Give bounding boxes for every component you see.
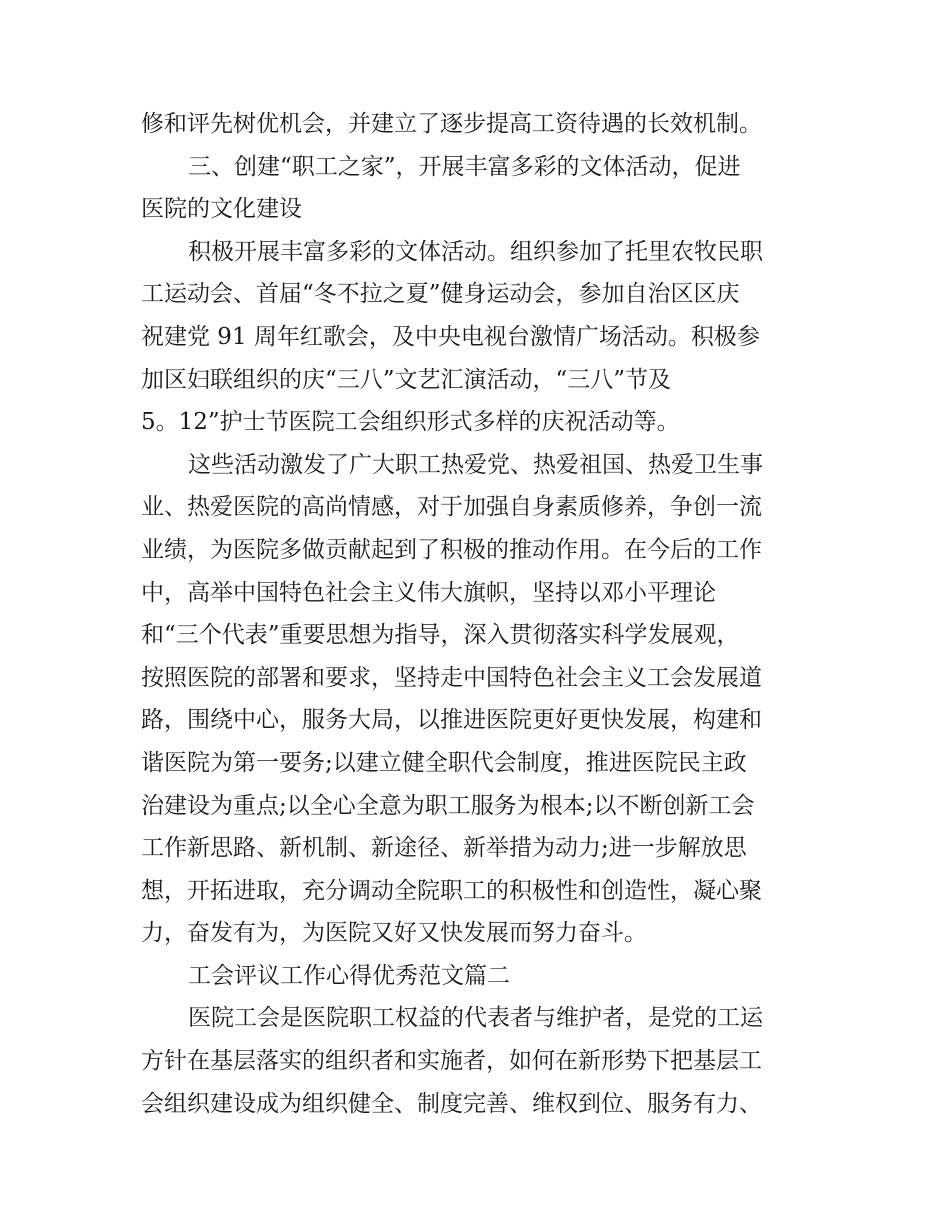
- text-line: 中，高举中国特色社会主义伟大旗帜，坚持以邓小平理论: [141, 579, 716, 606]
- text-line: 会组织建设成为组织健全、制度完善、维权到位、服务有力、: [141, 1090, 762, 1117]
- article-title-line: 工会评议工作心得优秀范文篇二: [188, 962, 510, 989]
- text-line: 5。12”护士节医院工会组织形式多样的庆祝活动等。: [141, 409, 680, 436]
- text-line: 这些活动激发了广大职工热爱党、热爱祖国、热爱卫生事: [188, 451, 763, 478]
- text-line: 路，围绕中心，服务大局，以推进医院更好更快发展，构建和: [141, 707, 762, 734]
- section-heading-line: 三、创建“职工之家”，开展丰富多彩的文体活动，促进: [188, 153, 741, 180]
- text-line: 想，开拓进取，充分调动全院职工的积极性和创造性，凝心聚: [141, 877, 762, 904]
- text-line: 方针在基层落实的组织者和实施者，如何在新形势下把基层工: [141, 1048, 762, 1075]
- text-line: 谐医院为第一要务;以建立健全职代会制度，推进医院民主政: [141, 749, 747, 776]
- text-line: 按照医院的部署和要求，坚持走中国特色社会主义工会发展道: [141, 664, 762, 691]
- text-line: 和“三个代表”重要思想为指导，深入贯彻落实科学发展观，: [141, 622, 740, 649]
- text-line: 修和评先树优机会，并建立了逐步提高工资待遇的长效机制。: [141, 111, 762, 137]
- section-heading-line: 医院的文化建设: [141, 196, 302, 223]
- text-line: 业绩，为医院多做贡献起到了积极的推动作用。在今后的工作: [141, 536, 762, 563]
- text-line: 积极开展丰富多彩的文体活动。组织参加了托里农牧民职: [188, 238, 763, 265]
- text-line: 祝建党 91 周年红歌会，及中央电视台激情广场活动。积极参: [141, 323, 760, 350]
- text-line: 工运动会、首届“冬不拉之夏”健身运动会，参加自治区区庆: [141, 281, 740, 308]
- text-line: 加区妇联组织的庆“三八”文艺汇演活动，“三八”节及: [141, 366, 672, 393]
- text-line: 医院工会是医院职工权益的代表者与维护者，是党的工运: [188, 1005, 763, 1032]
- text-line: 力，奋发有为，为医院又好又快发展而努力奋斗。: [141, 920, 647, 947]
- text-line: 治建设为重点;以全心全意为职工服务为根本;以不断创新工会: [141, 792, 755, 819]
- text-line: 业、热爱医院的高尚情感，对于加强自身素质修养，争创一流: [141, 494, 762, 521]
- text-line: 工作新思路、新机制、新途径、新举措为动力;进一步解放思: [141, 835, 747, 862]
- document-body: [141, 103, 813, 1125]
